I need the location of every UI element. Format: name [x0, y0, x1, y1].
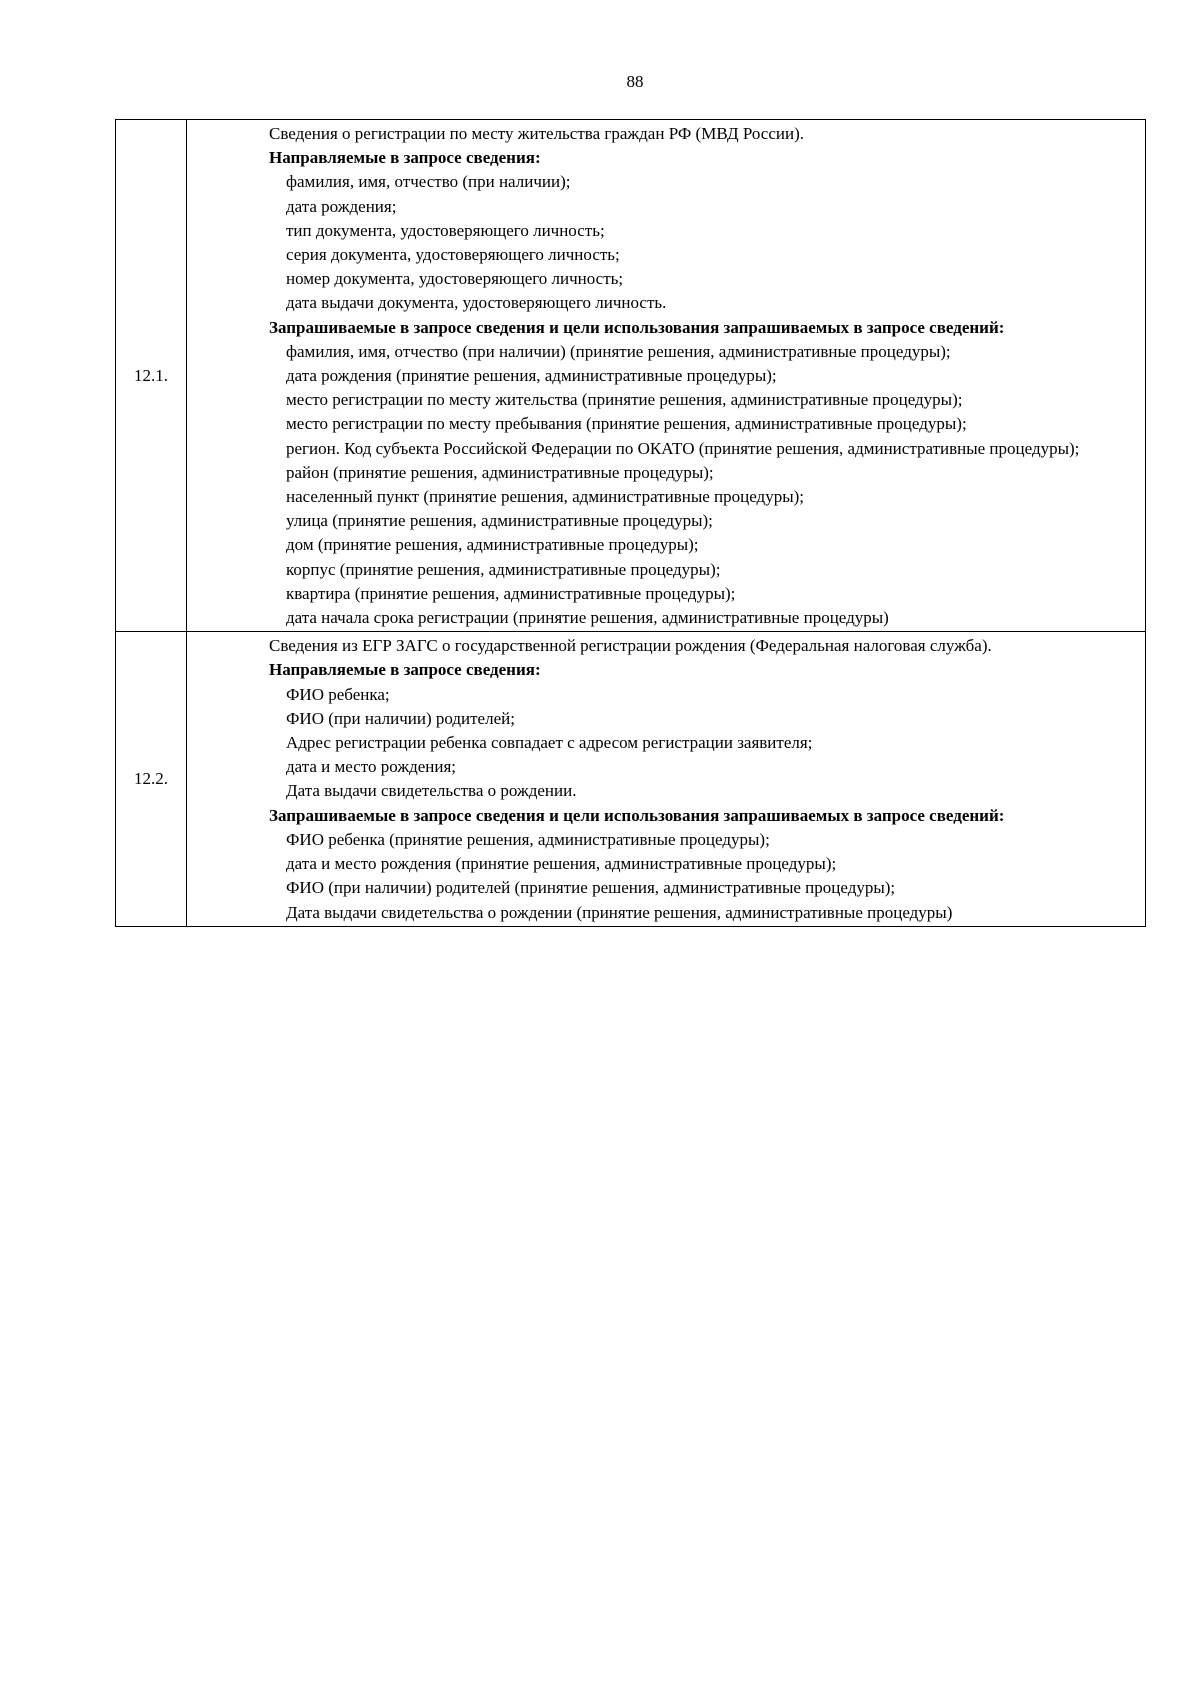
- list-item: район (принятие решения, административные процедуры);: [286, 462, 714, 482]
- list-item: дом (принятие решения, административные процедуры);: [286, 535, 699, 555]
- list-item: фамилия, имя, отчество (при наличии);: [286, 172, 571, 192]
- list-item: Дата выдачи свидетельства о рождении (принятие решения, административные процедуры): [286, 902, 953, 922]
- list-item: ФИО ребенка;: [286, 684, 390, 704]
- requirements-table: [115, 119, 1146, 927]
- list-item: дата начала срока регистрации (принятие решения, административные процедуры): [286, 608, 889, 628]
- list-item: регион. Код субъекта Российской Федерации по ОКАТО (принятие решения, административные процедуры);: [286, 438, 1080, 458]
- list-item: серия документа, удостоверяющего личность;: [286, 245, 620, 265]
- row-number: 12.2.: [116, 632, 187, 926]
- list-item: дата и место рождения (принятие решения, административные процедуры);: [286, 854, 837, 874]
- table-row-12-1: [116, 120, 1146, 632]
- list-item: фамилия, имя, отчество (при наличии) (принятие решения, административные процедуры);: [286, 341, 951, 361]
- row-title: Сведения из ЕГР ЗАГС о государственной регистрации рождения (Федеральная налоговая служба).: [269, 636, 992, 656]
- table-row-12-2: [116, 632, 1146, 926]
- row-content: [187, 632, 1146, 926]
- row-number: 12.1.: [116, 120, 187, 632]
- list-item: квартира (принятие решения, административные процедуры);: [286, 583, 736, 603]
- list-item: дата рождения;: [286, 196, 397, 216]
- list-item: номер документа, удостоверяющего личность;: [286, 269, 624, 289]
- list-item: место регистрации по месту пребывания (принятие решения, административные процедуры);: [286, 414, 967, 434]
- list-item: Дата выдачи свидетельства о рождении.: [286, 781, 577, 801]
- requested-heading: Запрашиваемые в запросе сведения и цели использования запрашиваемых в запросе сведений:: [269, 317, 1005, 337]
- list-item: корпус (принятие решения, административные процедуры);: [286, 559, 721, 579]
- list-item: дата выдачи документа, удостоверяющего личность.: [286, 293, 667, 313]
- list-item: ФИО (при наличии) родителей (принятие решения, административные процедуры);: [286, 878, 896, 898]
- sent-heading: Направляемые в запросе сведения:: [269, 660, 541, 680]
- row-content: [187, 120, 1146, 632]
- list-item: улица (принятие решения, административные процедуры);: [286, 511, 713, 531]
- list-item: дата и место рождения;: [286, 757, 457, 777]
- list-item: дата рождения (принятие решения, административные процедуры);: [286, 366, 777, 386]
- sent-heading: Направляемые в запросе сведения:: [269, 148, 541, 168]
- requested-heading: Запрашиваемые в запросе сведения и цели использования запрашиваемых в запросе сведений:: [269, 805, 1005, 825]
- list-item: Адрес регистрации ребенка совпадает с адресом регистрации заявителя;: [286, 733, 813, 753]
- row-title: Сведения о регистрации по месту жительства граждан РФ (МВД России).: [269, 124, 805, 143]
- list-item: населенный пункт (принятие решения, административные процедуры);: [286, 487, 805, 507]
- list-item: ФИО ребенка (принятие решения, административные процедуры);: [286, 829, 770, 849]
- page-number: 88: [626, 72, 644, 91]
- list-item: тип документа, удостоверяющего личность;: [286, 220, 605, 240]
- list-item: место регистрации по месту жительства (принятие решения, административные процедуры);: [286, 390, 963, 410]
- list-item: ФИО (при наличии) родителей;: [286, 708, 515, 728]
